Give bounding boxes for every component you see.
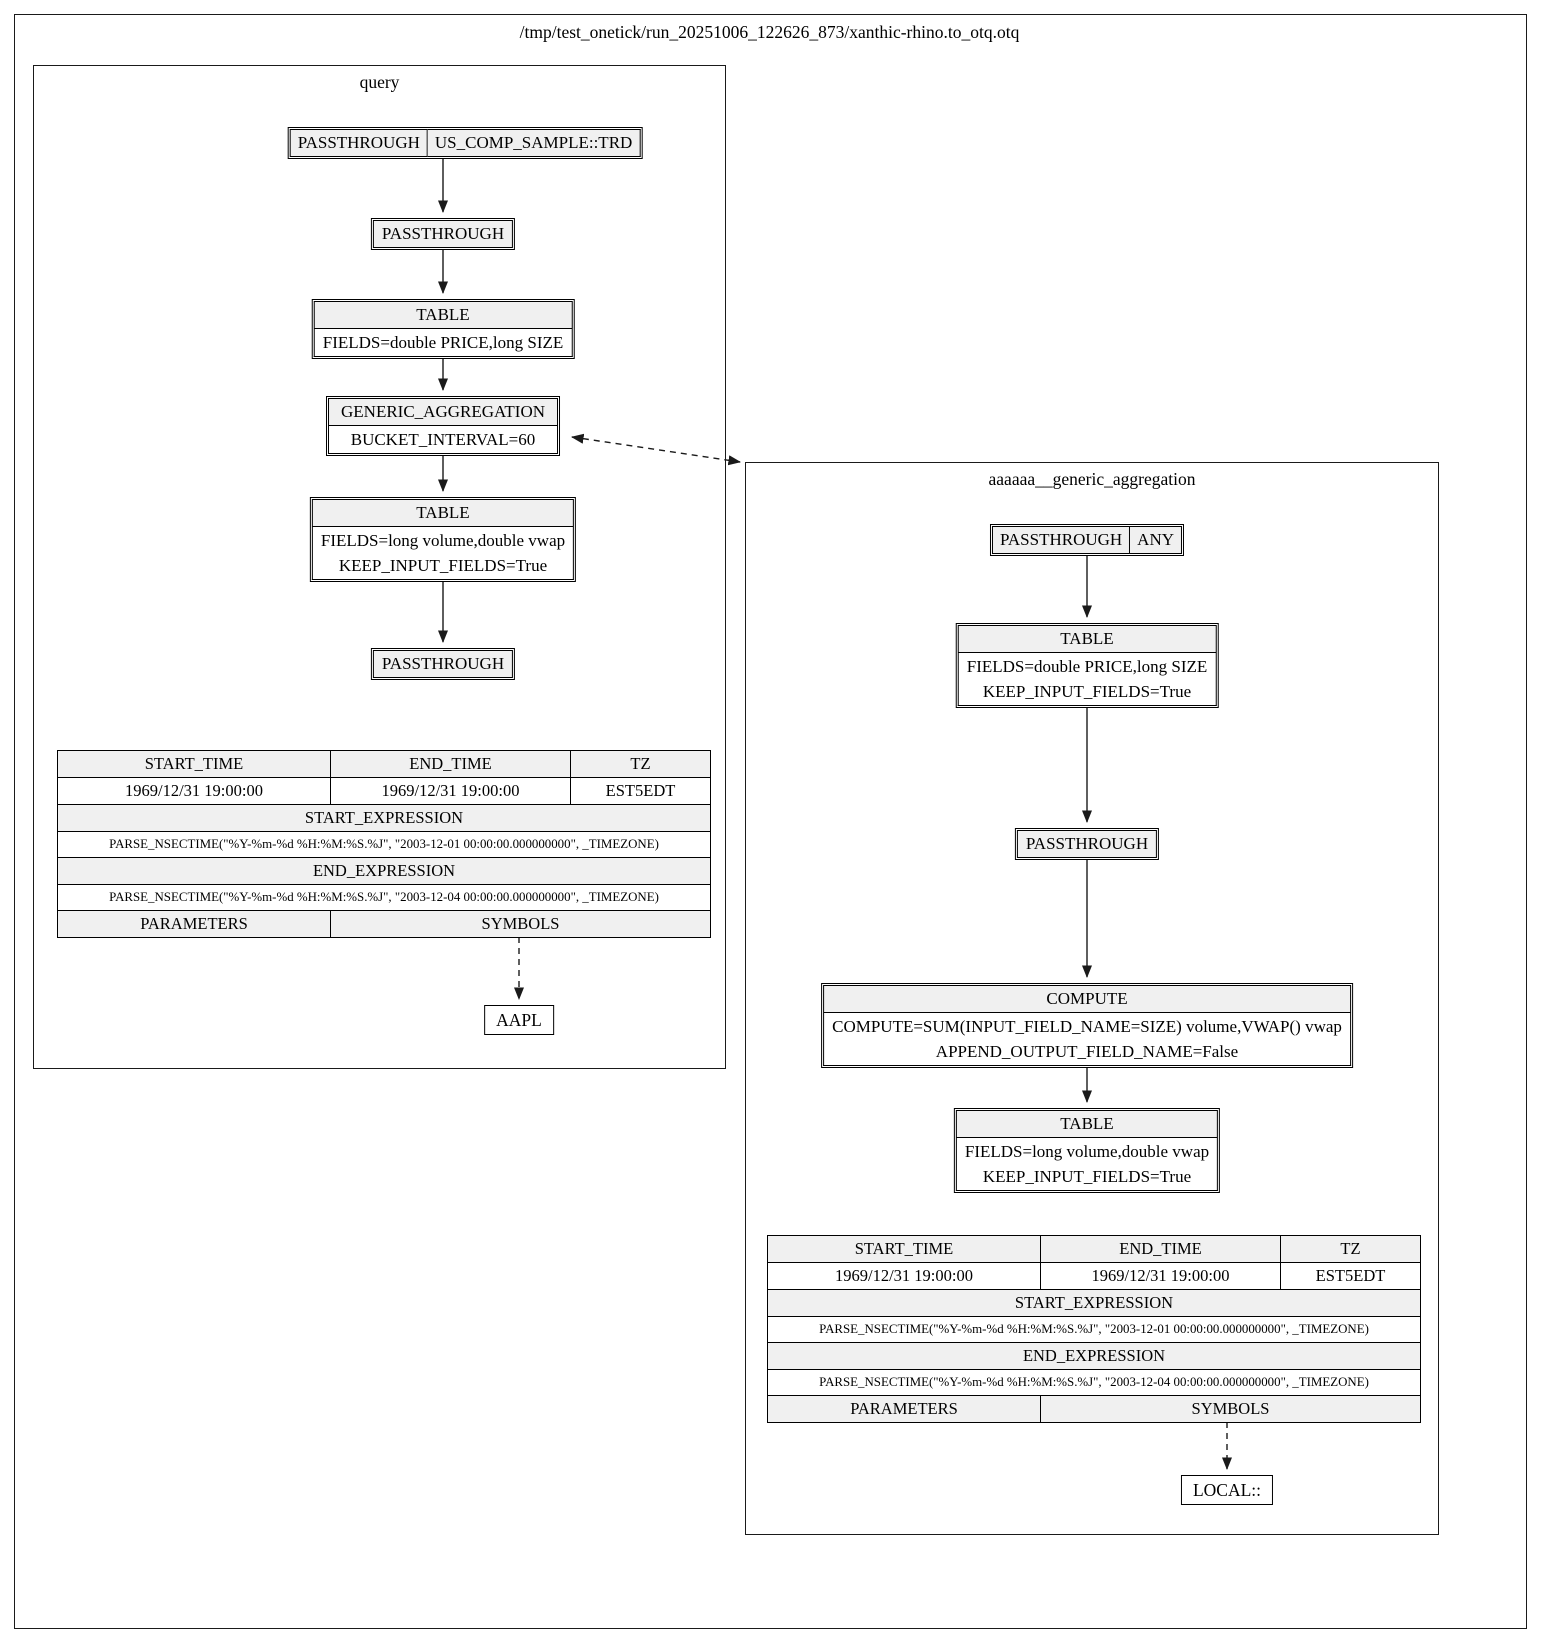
node-symbol-aapl: AAPL (484, 1005, 554, 1035)
node-passthrough-1 (371, 218, 515, 250)
start-expression-value: PARSE_NSECTIME("%Y-%m-%d %H:%M:%S.%J", "2003-12-01 00:00:00.000000000", _TIMEZONE) (768, 1317, 1421, 1343)
start-expression-header: START_EXPRESSION (58, 805, 711, 832)
start-expression-value: PARSE_NSECTIME("%Y-%m-%d %H:%M:%S.%J", "2003-12-01 00:00:00.000000000", _TIMEZONE) (58, 832, 711, 858)
node-passthrough-agg (1015, 828, 1159, 860)
node-table-output (310, 497, 576, 582)
node-passthrough-source (288, 127, 643, 159)
node-param: KEEP_INPUT_FIELDS=True (982, 682, 1192, 701)
node-label: PASSTHROUGH (373, 650, 513, 678)
node-header: TABLE (312, 499, 574, 527)
cluster-query-label: query (359, 72, 400, 92)
passthrough-op-cell: PASSTHROUGH (290, 129, 428, 157)
node-passthrough-2 (371, 648, 515, 680)
end-expression-value: PARSE_NSECTIME("%Y-%m-%d %H:%M:%S.%J", "2003-12-04 00:00:00.000000000", _TIMEZONE) (58, 885, 711, 911)
graph-title: /tmp/test_onetick/run_20251006_122626_873/xanthic-rhino.to_otq.otq (519, 22, 1020, 42)
start-time-header: START_TIME (768, 1236, 1041, 1263)
node-passthrough-any (990, 524, 1184, 556)
node-label: PASSTHROUGH (373, 220, 513, 248)
tz-header: TZ (1281, 1236, 1421, 1263)
node-header: COMPUTE (823, 985, 1351, 1013)
end-expression-header: END_EXPRESSION (768, 1343, 1421, 1370)
node-param: FIELDS=long volume,double vwap (320, 531, 566, 550)
node-header: TABLE (956, 1110, 1218, 1138)
node-compute (821, 983, 1353, 1068)
tz-value: EST5EDT (1281, 1263, 1421, 1290)
start-expression-header: START_EXPRESSION (768, 1290, 1421, 1317)
source-db-cell: ANY (1130, 526, 1182, 554)
node-param: KEEP_INPUT_FIELDS=True (338, 556, 548, 575)
node-param: FIELDS=double PRICE,long SIZE (322, 333, 564, 352)
node-param: KEEP_INPUT_FIELDS=True (982, 1167, 1192, 1186)
node-table-input-agg (956, 623, 1219, 708)
tz-header: TZ (571, 751, 711, 778)
end-time-header: END_TIME (1041, 1236, 1281, 1263)
cluster-generic-aggregation-label: aaaaaa__generic_aggregation (988, 469, 1196, 489)
agg-info-table (767, 1235, 1421, 1423)
node-generic-aggregation (326, 396, 560, 456)
start-time-header: START_TIME (58, 751, 331, 778)
node-param: APPEND_OUTPUT_FIELD_NAME=False (935, 1042, 1239, 1061)
tz-value: EST5EDT (571, 778, 711, 805)
node-header: TABLE (958, 625, 1217, 653)
end-expression-value: PARSE_NSECTIME("%Y-%m-%d %H:%M:%S.%J", "2003-12-04 00:00:00.000000000", _TIMEZONE) (768, 1370, 1421, 1396)
parameters-header: PARAMETERS (768, 1396, 1041, 1423)
passthrough-op-cell: PASSTHROUGH (992, 526, 1130, 554)
node-param: COMPUTE=SUM(INPUT_FIELD_NAME=SIZE) volume,VWAP() vwap (832, 1017, 1342, 1036)
node-param: FIELDS=double PRICE,long SIZE (966, 657, 1208, 676)
symbols-header: SYMBOLS (331, 911, 711, 938)
start-time-value: 1969/12/31 19:00:00 (768, 1263, 1041, 1290)
node-symbol-local: LOCAL:: (1181, 1475, 1273, 1505)
node-param: FIELDS=long volume,double vwap (964, 1142, 1210, 1161)
node-header: GENERIC_AGGREGATION (328, 398, 558, 426)
source-db-cell: US_COMP_SAMPLE::TRD (428, 129, 640, 157)
node-param: BUCKET_INTERVAL=60 (350, 430, 536, 449)
start-time-value: 1969/12/31 19:00:00 (58, 778, 331, 805)
symbols-header: SYMBOLS (1041, 1396, 1421, 1423)
node-table-output-agg (954, 1108, 1220, 1193)
parameters-header: PARAMETERS (58, 911, 331, 938)
node-table-fields (312, 299, 575, 359)
end-expression-header: END_EXPRESSION (58, 858, 711, 885)
end-time-value: 1969/12/31 19:00:00 (331, 778, 571, 805)
node-header: TABLE (314, 301, 573, 329)
end-time-value: 1969/12/31 19:00:00 (1041, 1263, 1281, 1290)
query-info-table (57, 750, 711, 938)
node-label: PASSTHROUGH (1017, 830, 1157, 858)
end-time-header: END_TIME (331, 751, 571, 778)
